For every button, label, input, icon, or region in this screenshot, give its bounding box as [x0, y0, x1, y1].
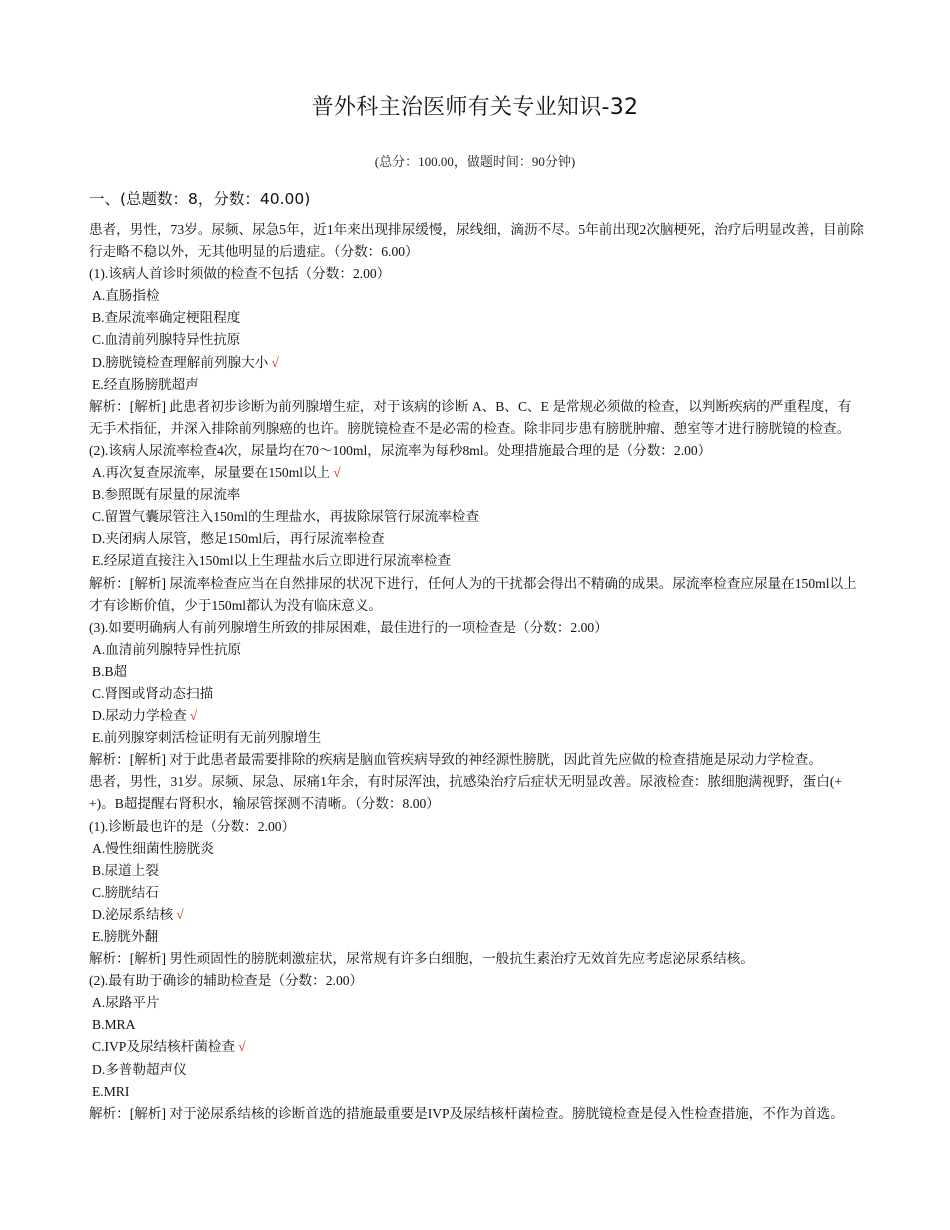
option-text: D.泌尿系结核: [92, 906, 174, 922]
answer-analysis: 解析：[解析] 男性顽固性的膀胱刺激症状，尿常规有许多白细胞，一般抗生素治疗无效首先应考虑泌尿系结核。: [89, 951, 754, 967]
option-text: B.B超: [92, 663, 128, 679]
option-text: B.MRA: [92, 1017, 136, 1033]
answer-option: [89, 838, 864, 860]
answer-option: [89, 307, 864, 329]
answer-option: [89, 329, 864, 351]
question-list: [89, 219, 864, 1125]
case-block: [89, 219, 864, 771]
correct-check-icon: √: [238, 1039, 246, 1055]
question-stem: (2).该病人尿流率检查4次，尿量均在70～100ml，尿流率为每秒8ml。处理措施最合理的是（分数：2.00）: [89, 442, 712, 458]
case-description: 患者，男性，31岁。尿频、尿急、尿痛1年余，有时尿浑浊，抗感染治疗后症状无明显改善。尿液检查：脓细胞满视野，蛋白(++)。B超提醒右肾积水，输尿管探测不清晰。（分数：8.00）: [89, 774, 843, 812]
answer-option: [89, 352, 864, 374]
page-title: 普外科主治医师有关专业知识-32: [311, 95, 639, 120]
option-text: A.再次复查尿流率，尿量要在150ml以上: [92, 465, 331, 481]
correct-check-icon: √: [333, 465, 341, 481]
case-description: 患者，男性，73岁。尿频、尿急5年，近1年来出现排尿缓慢，尿线细，滴沥不尽。5年前出现2次脑梗死，治疗后明显改善，目前除行走略不稳以外，无其他明显的后遗症。（分数：6.00）: [89, 222, 864, 260]
answer-option: [89, 926, 864, 948]
answer-analysis: 解析：[解析] 此患者初步诊断为前列腺增生症，对于该病的诊断 A、B、C、E 是常规必须做的检查，以判断疾病的严重程度，有无手术指征，并深入排除前列腺癌的也许。膀胱镜检查不是必需的检查。除非同步患有膀胱肿瘤、憩室等才进行膀胱镜的检查。: [89, 398, 852, 436]
option-text: C.肾图或肾动态扫描: [92, 685, 214, 701]
option-text: D.多普勒超声仪: [92, 1061, 187, 1077]
option-text: E.膀胱外翻: [92, 929, 159, 944]
question-stem: (1).诊断最也许的是（分数：2.00）: [89, 818, 296, 834]
option-text: C.血清前列腺特异性抗原: [92, 332, 241, 348]
option-text: B.查尿流率确定梗阻程度: [92, 310, 241, 326]
case-block: [89, 771, 864, 1125]
answer-option: [89, 705, 864, 727]
option-text: A.慢性细菌性膀胱炎: [92, 840, 214, 856]
option-text: E.前列腺穿刺活检证明有无前列腺增生: [92, 730, 322, 746]
option-text: B.尿道上裂: [92, 862, 159, 878]
answer-analysis: 解析：[解析] 对于泌尿系结核的诊断首选的措施最重要是IVP及尿结核杆菌检查。膀胱镜检查是侵入性检查措施，不作为首选。: [89, 1105, 844, 1121]
answer-option: [89, 904, 864, 926]
option-text: C.膀胱结石: [92, 884, 159, 900]
answer-option: [89, 1081, 864, 1103]
option-text: C.IVP及尿结核杆菌检查: [92, 1039, 236, 1055]
option-text: E.经尿道直接注入150ml以上生理盐水后立即进行尿流率检查: [92, 553, 452, 569]
answer-option: [89, 992, 864, 1014]
answer-option: [89, 1036, 864, 1058]
answer-analysis: 解析：[解析] 对于此患者最需要排除的疾病是脑血管疾病导致的神经源性膀胱，因此首先应做的检查措施是尿动力学检查。: [89, 752, 822, 768]
option-text: A.血清前列腺特异性抗原: [92, 641, 242, 657]
section-heading: 一、(总题数：8，分数：40.00): [89, 190, 311, 208]
answer-option: [89, 374, 864, 396]
answer-option: [89, 860, 864, 882]
option-text: E.MRI: [92, 1083, 130, 1099]
answer-option: [89, 661, 864, 683]
correct-check-icon: √: [189, 708, 198, 724]
option-text: D.尿动力学检查: [92, 708, 187, 724]
question-stem: (1).该病人首诊时须做的检查不包括（分数：2.00）: [89, 266, 391, 282]
answer-option: [89, 683, 864, 705]
answer-option: [89, 462, 864, 484]
answer-option: [89, 550, 864, 572]
answer-option: [89, 285, 864, 307]
correct-check-icon: √: [176, 906, 184, 922]
option-text: A.直肠指检: [92, 288, 160, 304]
correct-check-icon: √: [271, 354, 279, 370]
question-stem: (2).最有助于确诊的辅助检查是（分数：2.00）: [89, 973, 364, 989]
option-text: C.留置气囊尿管注入150ml的生理盐水，再拔除尿管行尿流率检查: [92, 509, 480, 525]
answer-option: [89, 882, 864, 904]
answer-analysis: 解析：[解析] 尿流率检查应当在自然排尿的状况下进行，任何人为的干扰都会得出不精确的成果。尿流率检查应尿量在150ml以上才有诊断价值，少于150ml都认为没有临床意义。: [89, 575, 857, 613]
option-text: B.参照既有尿量的尿流率: [92, 487, 241, 503]
option-text: D.夹闭病人尿管，憋足150ml后，再行尿流率检查: [92, 531, 385, 547]
answer-option: [89, 528, 864, 550]
exam-meta: (总分：100.00，做题时间：90分钟): [374, 154, 576, 169]
option-text: E.经直肠膀胱超声: [92, 376, 199, 392]
answer-option: [89, 727, 864, 749]
option-text: D.膀胱镜检查理解前列腺大小: [92, 354, 269, 370]
answer-option: [89, 1059, 864, 1081]
answer-option: [89, 1014, 864, 1036]
option-text: A.尿路平片: [92, 995, 160, 1011]
answer-option: [89, 484, 864, 506]
answer-option: [89, 639, 864, 661]
answer-option: [89, 506, 864, 528]
question-stem: (3).如要明确病人有前列腺增生所致的排尿困难，最佳进行的一项检查是（分数：2.00）: [89, 619, 608, 635]
